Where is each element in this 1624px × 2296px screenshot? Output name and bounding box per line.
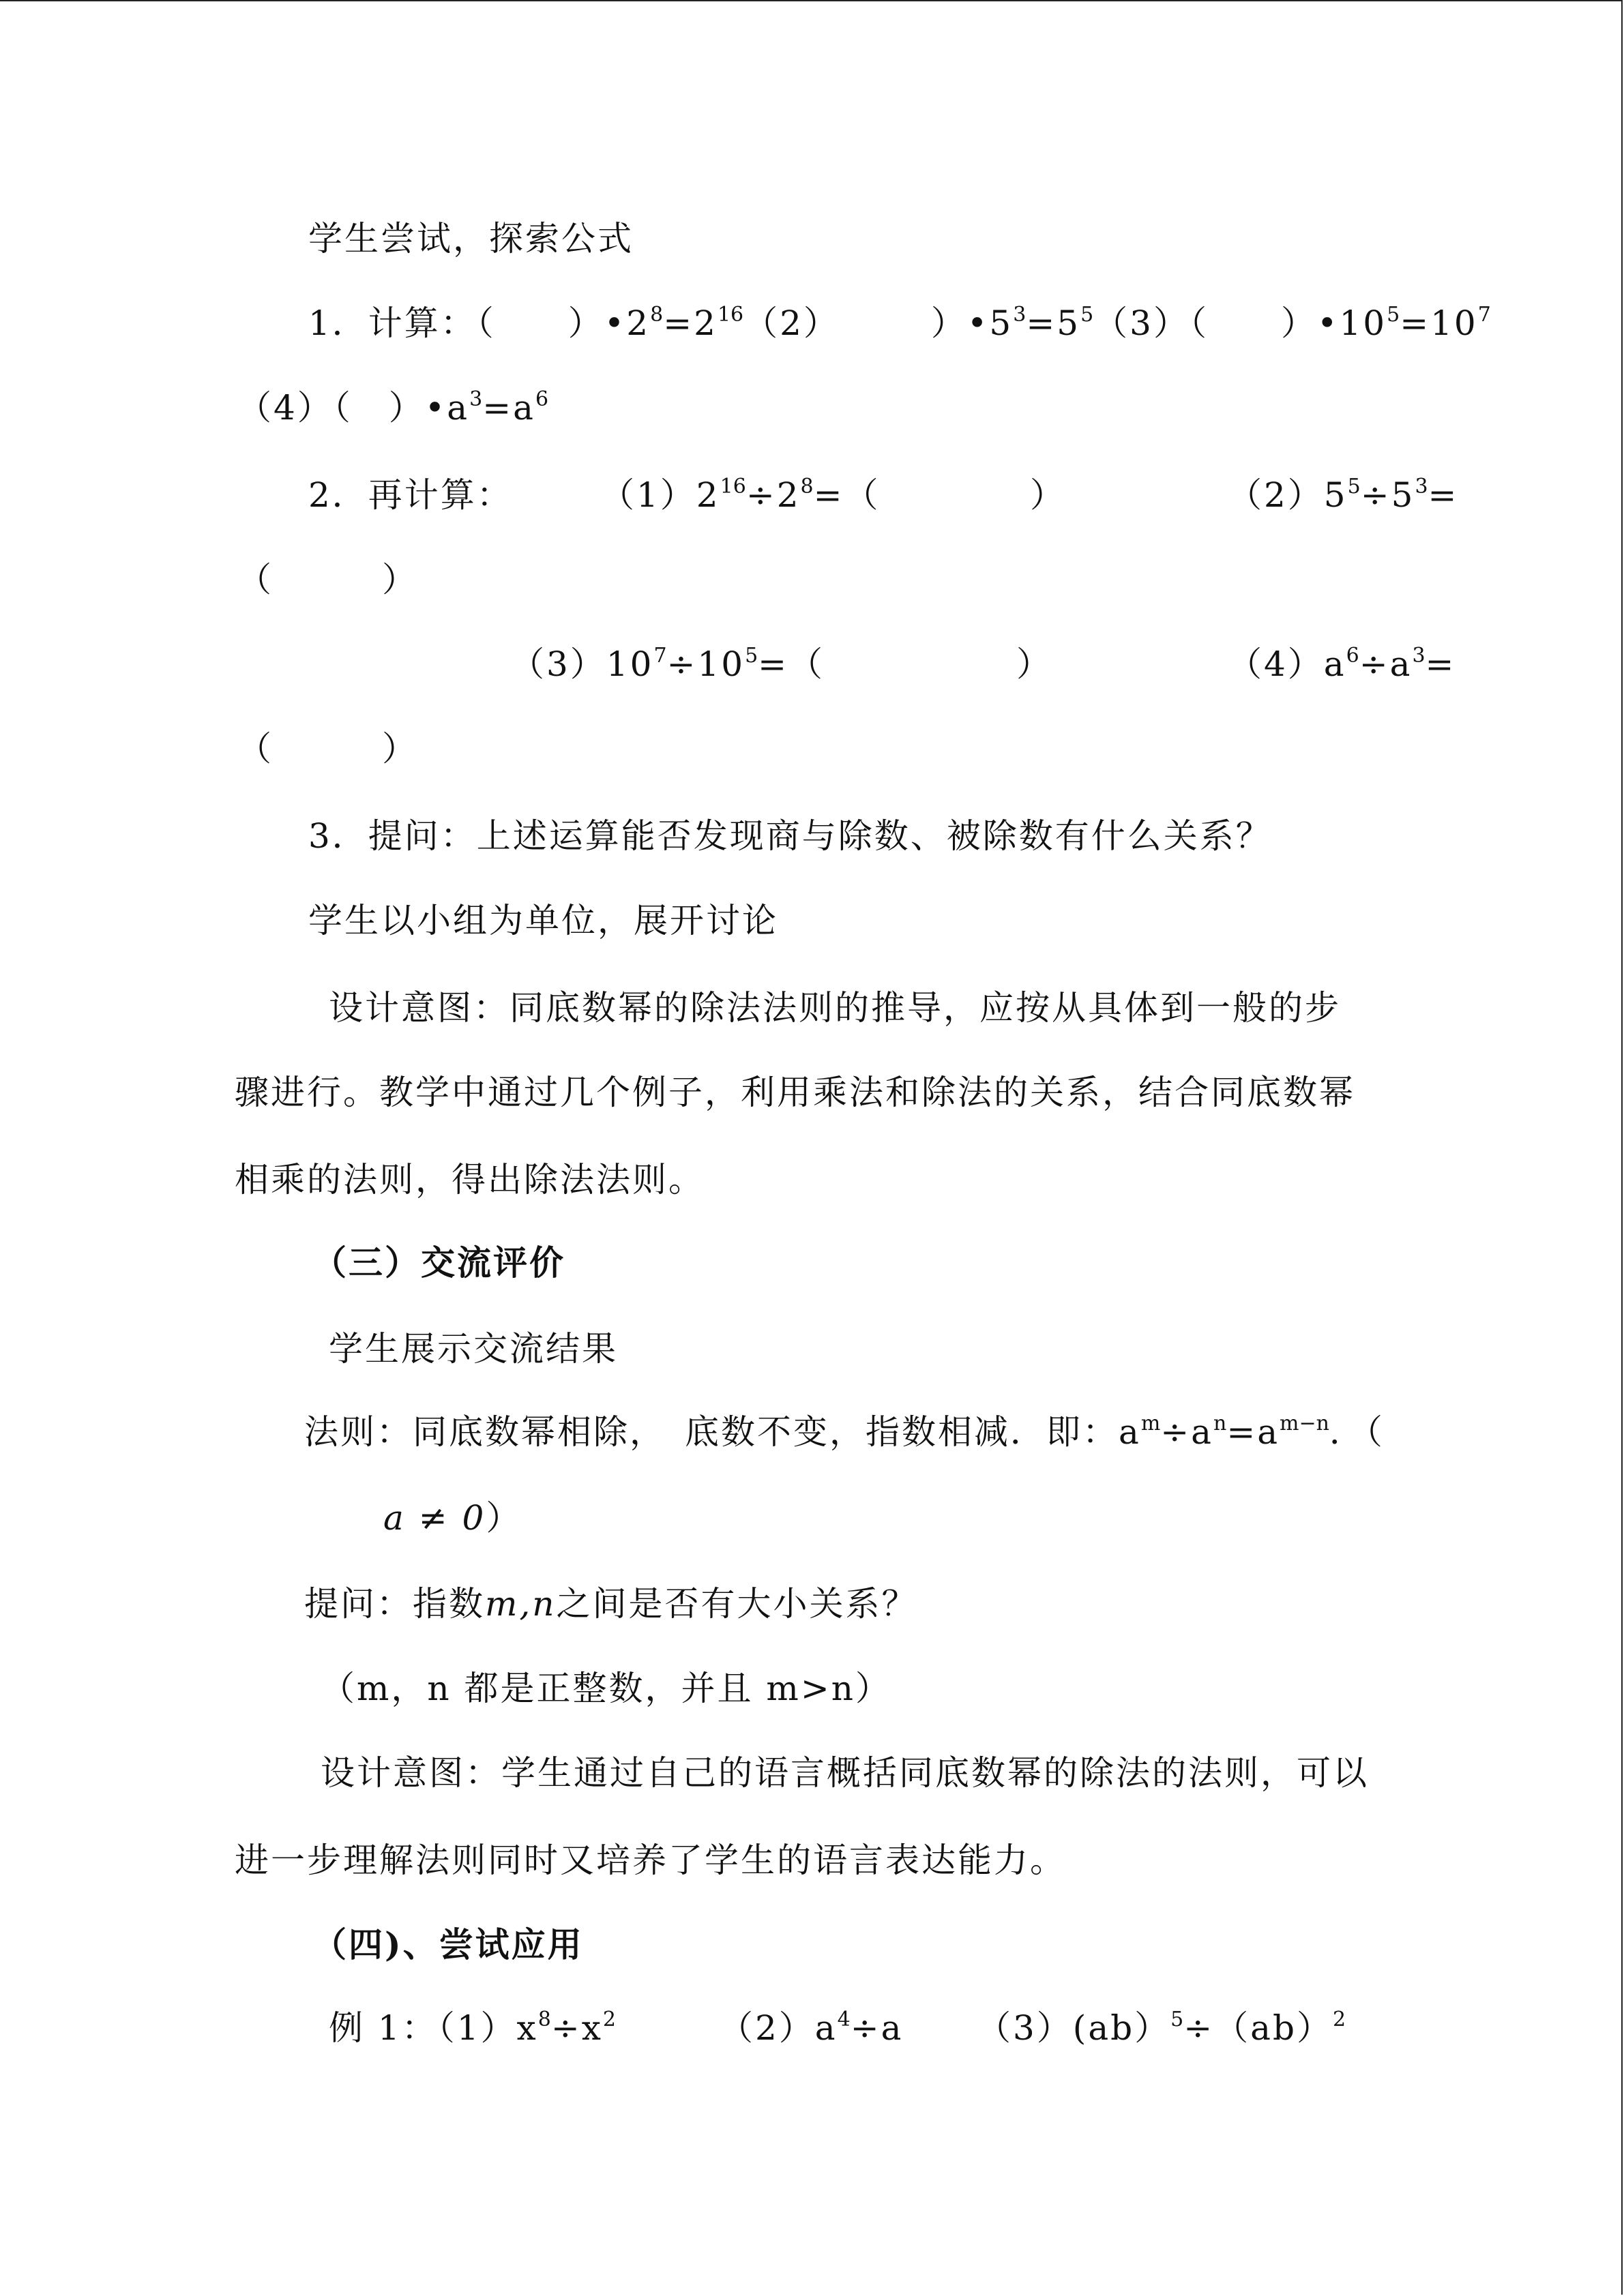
paragraph-intro: 学生尝试，探索公式 <box>308 219 634 258</box>
text: =2 <box>663 303 718 343</box>
text: 例 1：（1）x <box>329 2008 538 2048</box>
example-1-2 <box>719 2008 903 2048</box>
exponent: 8 <box>537 2008 551 2031</box>
exponent: 7 <box>1477 303 1491 327</box>
text: （2）5 <box>1228 475 1348 515</box>
exponent: 2 <box>1332 2008 1346 2031</box>
condition <box>383 1497 522 1538</box>
text: （4）（ ）•a <box>237 388 470 428</box>
exercise-2-1 <box>600 475 881 516</box>
exponent: 5 <box>745 644 758 668</box>
text: =（ <box>813 475 881 515</box>
design-intent-cont: 进一步理解法则同时又培养了学生的语言表达能力。 <box>235 1840 1066 1880</box>
text: ÷a <box>850 2008 904 2048</box>
close-paren: ） <box>1030 475 1066 515</box>
exponent: 8 <box>800 475 814 498</box>
exponent: 4 <box>837 2008 851 2031</box>
text: =a <box>482 388 535 428</box>
paragraph: 学生以小组为单位，展开讨论 <box>308 901 778 940</box>
text: ÷（ab） <box>1183 2008 1333 2048</box>
text: =5 <box>1026 303 1081 343</box>
exponent: 6 <box>1346 644 1359 668</box>
text: （3）(ab） <box>977 2008 1171 2048</box>
question <box>304 1583 918 1624</box>
text: =10 <box>1400 303 1478 343</box>
section-heading-3: （三）交流评价 <box>312 1242 565 1283</box>
text: （1）2 <box>600 475 720 515</box>
text: 提问：指数 <box>304 1584 485 1624</box>
text: =a <box>1226 1412 1280 1452</box>
exercise-1 <box>308 303 1491 344</box>
text: 之间是否有大小关系？ <box>556 1584 918 1624</box>
formula: a ≠ 0 <box>383 1498 486 1538</box>
formula: m,n <box>485 1584 557 1624</box>
text: ÷a <box>1160 1412 1213 1452</box>
rule-statement <box>304 1412 1385 1452</box>
design-intent: 设计意图：学生通过自己的语言概括同底数幂的除法的法则，可以 <box>321 1753 1369 1793</box>
text: （2）a <box>719 2008 838 2048</box>
text: = <box>1428 475 1459 515</box>
exponent: 3 <box>1412 644 1426 668</box>
exponent: 16 <box>717 303 744 327</box>
exponent: 3 <box>1013 303 1027 327</box>
exponent: 5 <box>1387 303 1400 327</box>
exponent: 16 <box>720 475 746 498</box>
text: =（ <box>758 644 825 684</box>
text: 法则：同底数幂相除， 底数不变，指数相减．即：a <box>304 1412 1141 1452</box>
text: ÷x <box>550 2008 603 2048</box>
close-paren: ） <box>1016 644 1052 684</box>
design-intent-cont: 骤进行。教学中通过几个例子，利用乘法和除法的关系，结合同底数幂 <box>235 1073 1355 1112</box>
example-1 <box>329 2008 616 2048</box>
exponent: 6 <box>535 387 549 411</box>
paragraph: 学生展示交流结果 <box>329 1329 618 1369</box>
text: ÷2 <box>745 475 801 515</box>
text: ÷5 <box>1360 475 1415 515</box>
blank-parens: （ ） <box>237 560 418 599</box>
exponent: 5 <box>1080 303 1094 327</box>
text: （3）（ ）•10 <box>1093 303 1387 343</box>
exercise-2-3 <box>510 644 825 685</box>
exponent: 8 <box>650 303 664 327</box>
text: ÷10 <box>666 644 745 684</box>
text: = <box>1425 644 1456 684</box>
text: 1．计算：（ ）•2 <box>308 303 651 343</box>
design-intent-cont: 相乘的法则，得出除法法则。 <box>235 1160 705 1199</box>
paragraph: （m，n 都是正整数，并且 m>n） <box>321 1669 891 1708</box>
example-1-3 <box>977 2008 1346 2048</box>
exponent: 5 <box>1347 475 1361 498</box>
section-heading-4: （四)、尝试应用 <box>312 1924 584 1965</box>
exponent: 5 <box>1170 2008 1184 2031</box>
text: （2） ）•5 <box>743 303 1014 343</box>
text: （4）a <box>1228 644 1346 684</box>
exponent: 7 <box>653 644 667 668</box>
exercise-2-label: 2．再计算： <box>308 475 513 515</box>
text: （3）10 <box>510 644 654 684</box>
text: ．（ <box>1329 1412 1385 1452</box>
exponent: 3 <box>1415 475 1428 498</box>
exercise-3: 3．提问：上述运算能否发现商与除数、被除数有什么关系？ <box>308 816 1272 856</box>
exponent: 3 <box>469 387 483 411</box>
blank-parens: （ ） <box>237 729 418 769</box>
exponent: n <box>1213 1412 1227 1435</box>
design-intent: 设计意图：同底数幂的除法法则的推导，应按从具体到一般的步 <box>329 988 1341 1028</box>
exponent: m−n <box>1280 1412 1329 1435</box>
exercise-1-cont <box>237 387 548 428</box>
exponent: 2 <box>602 2008 616 2031</box>
exercise-2-2 <box>1228 475 1458 516</box>
text: ÷a <box>1359 644 1413 684</box>
exercise-2-4 <box>1228 644 1456 685</box>
exponent: m <box>1140 1412 1161 1435</box>
text: ） <box>486 1498 522 1538</box>
